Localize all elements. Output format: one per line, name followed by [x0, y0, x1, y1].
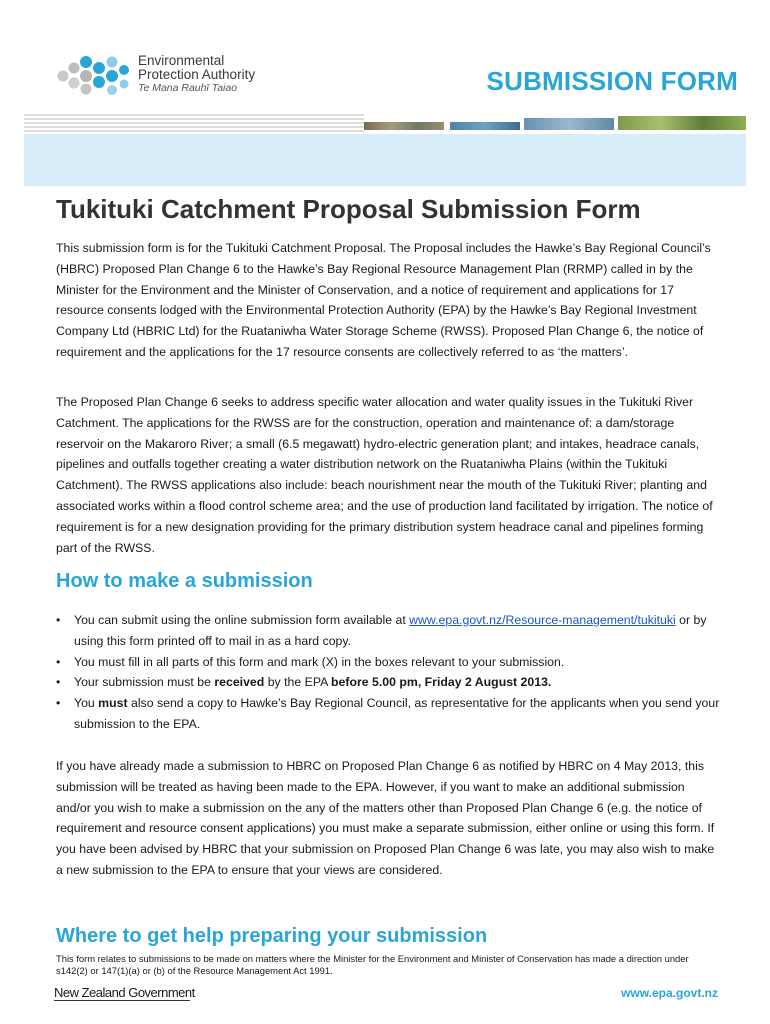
list-item: • You must also send a copy to Hawke’s Bay Regional Council, as representative for the applicants when you send your submission to the EPA. — [56, 693, 720, 735]
landscape-photo-strip-4 — [618, 116, 746, 130]
landscape-photo-strip-1 — [364, 122, 444, 130]
grey-stripes — [24, 114, 364, 132]
intro-paragraph-2: The Proposed Plan Change 6 seeks to address specific water allocation and water quality issues in the Tukituki River Catchment. The applications for the RWSS are for the construction, operation and maintenance of: a dam/storage reservoir on the Makaroro River; a small (6.5 megawatt) hydro-electric generation plant; and intakes, headrace canals, pipelines and outfalls together creating a water distribution network on the Ruataniwha Plains (within the Tukituki Catchment). The RWSS applications also include: beach nourishment near the mouth of the Tukituki River; planting and associated works within a flood control scheme area; and the use of production land facilitated by irrigation. The notice of requirement is for a new designation providing for the primary distribution system headrace canal and pipelines forming part of the RWSS. — [56, 395, 713, 555]
epa-logo — [54, 52, 314, 100]
online-submission-link[interactable]: www.epa.govt.nz/Resource-management/tukituki — [409, 613, 676, 627]
deadline: before 5.00 pm, Friday 2 August 2013. — [331, 675, 552, 690]
submission-instructions-list — [56, 610, 720, 735]
footer-url-link[interactable]: www.epa.govt.nz — [621, 986, 718, 1000]
header-blue-band — [24, 134, 746, 186]
bullet-icon: • — [56, 696, 61, 711]
bullet-icon: • — [56, 654, 61, 669]
how-to-submit-heading: How to make a submission — [56, 570, 313, 592]
footer-fine-print: This form relates to submissions to be made on matters where the Minister for the Environment and Minister of Conservation has made a direction under s142(2) or 147(1)(a) or (b) of the Resource Management Act 1991. — [56, 953, 689, 976]
intro-paragraph-1: This submission form is for the Tukituki Catchment Proposal. The Proposal includes the Hawke’s Bay Regional Council’s (HBRC) Proposed Plan Change 6 to the Hawke’s Bay Regional Resource Management Plan (RRMP) called in by the Minister for the Environment and the Minister of Conservation, and a notice of requirement and applications for 17 resource consents lodged with the Environmental Protection Authority (EPA) by the Hawke’s Bay Regional Investment Company Ltd (HBRIC Ltd) for the Ruataniwha Water Storage Scheme (RWSS). Proposed Plan Change 6, the notice of requirement and the applications for the 17 resource consents are collectively referred to as ‘the matters’. — [56, 241, 711, 359]
list-item: • You must fill in all parts of this form and mark (X) in the boxes relevant to your submission. — [56, 652, 720, 673]
logo-line-3: Te Mana Rauhī Taiao — [138, 82, 238, 94]
epa-logo-dots-icon — [54, 52, 136, 98]
logo-line-2: Protection Authority — [138, 67, 256, 82]
list-item: • Your submission must be received by the EPA before 5.00 pm, Friday 2 August 2013. — [56, 672, 720, 693]
bullet-icon: • — [56, 675, 61, 690]
form-type-title: SUBMISSION FORM — [486, 66, 738, 96]
landscape-photo-strip-3 — [524, 118, 614, 130]
hbrc-submission-paragraph: If you have already made a submission to HBRC on Proposed Plan Change 6 as notified by HBRC on 4 May 2013, this submission will be treated as having been made to the EPA. However, if you want to make an additional submission and/or you wish to make a submission on the any of the matters other than Proposed Plan Change 6 (e.g. the notice of requirement and resource consent applications) you must make a separate submission, either online or using this form. If you have been advised by HBRC that your submission on Proposed Plan Change 6 was late, you may also wish to make a new submission to the EPA to ensure that your views are considered. — [56, 759, 715, 877]
nz-government-logo-underline — [54, 1000, 190, 1001]
list-item: • You can submit using the online submission form available at www.epa.govt.nz/Resource-management/tukituki or by using this form printed off to mail in as a hard copy. — [56, 610, 720, 652]
header-image-strip — [24, 114, 746, 132]
page-title: Tukituki Catchment Proposal Submission Form — [56, 194, 641, 224]
landscape-photo-strip-2 — [450, 122, 520, 130]
bullet-icon: • — [56, 613, 61, 627]
epa-logo-text — [138, 54, 255, 95]
nz-government-logo: New Zealand Government — [54, 985, 195, 1000]
help-heading: Where to get help preparing your submission — [56, 925, 488, 947]
logo-line-1: Environmental — [138, 53, 225, 68]
